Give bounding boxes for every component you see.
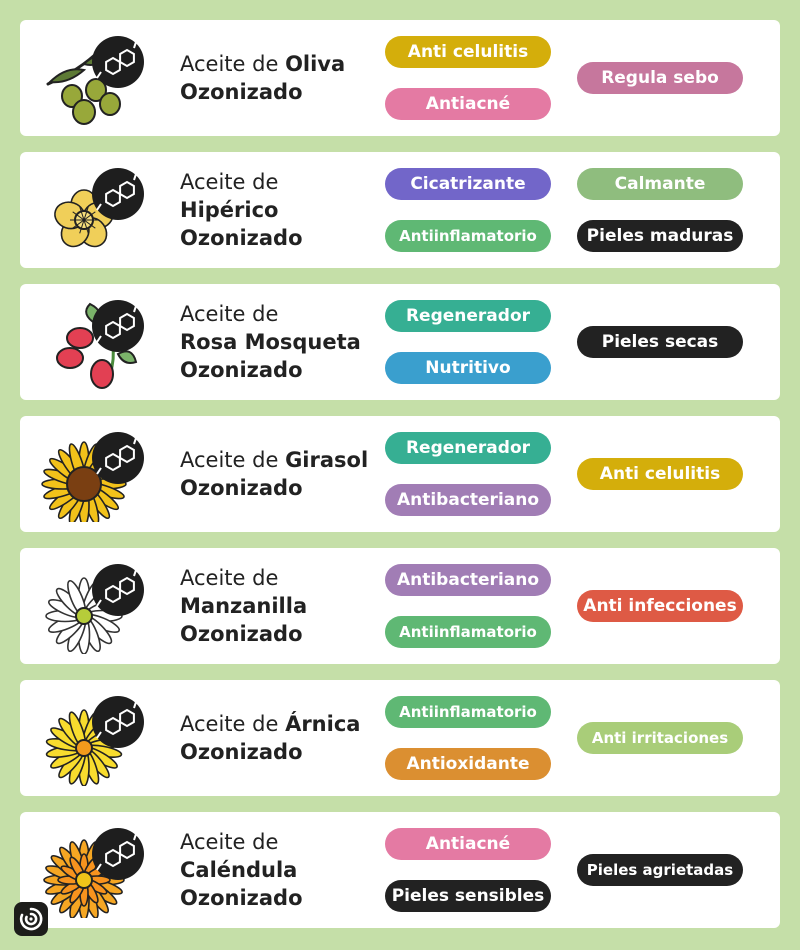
benefit-tag: Regenerador: [385, 432, 551, 464]
oil-name: Ozonizado: [180, 886, 303, 910]
calendula-flower-icon: [40, 822, 150, 918]
chamomile-icon: [40, 558, 150, 654]
benefit-tag: Antiacné: [385, 828, 551, 860]
oil-title-line: [180, 356, 380, 384]
oil-title-line: [180, 884, 380, 912]
oil-title: [180, 548, 380, 664]
oil-card-hiperico: [20, 152, 780, 268]
oil-title-prefix: Aceite de: [180, 566, 279, 590]
oil-title-prefix: Aceite de: [180, 448, 286, 472]
oil-title-line: [180, 196, 380, 224]
oil-title-line: [180, 224, 380, 252]
benefit-tag: Anti infecciones: [577, 590, 743, 622]
benefit-tag: Pieles secas: [577, 326, 743, 358]
oil-title-prefix: Aceite de: [180, 830, 279, 854]
oil-card-manzanilla: [20, 548, 780, 664]
oil-name: Oliva: [285, 52, 346, 76]
oil-title-line: [180, 828, 380, 856]
benefit-tag: Anti celulitis: [385, 36, 551, 68]
oil-name: Caléndula: [180, 858, 298, 882]
oil-title-line: [180, 710, 380, 738]
oil-name: Ozonizado: [180, 622, 303, 646]
arnica-flower-icon: [40, 690, 150, 786]
oil-name: Girasol: [285, 448, 369, 472]
benefit-tag: Pieles agrietadas: [577, 854, 743, 886]
oil-name: Rosa Mosqueta: [180, 330, 361, 354]
benefit-tag: Regula sebo: [577, 62, 743, 94]
benefit-tag: Pieles sensibles: [385, 880, 551, 912]
oil-title-line: [180, 50, 380, 78]
oil-name: Ozonizado: [180, 740, 303, 764]
oil-title: [180, 416, 380, 532]
st-johns-wort-flower-icon: [40, 162, 150, 258]
oil-name: Ozonizado: [180, 80, 303, 104]
benefit-tag: Antiinflamatorio: [385, 616, 551, 648]
oil-name: Árnica: [285, 712, 361, 736]
oil-title-line: [180, 738, 380, 766]
oil-title-line: [180, 328, 380, 356]
benefit-tag: Nutritivo: [385, 352, 551, 384]
oil-title: [180, 284, 380, 400]
oil-card-girasol: [20, 416, 780, 532]
oil-card-rosa-mosqueta: [20, 284, 780, 400]
oil-title: [180, 680, 380, 796]
benefit-tag: Anti celulitis: [577, 458, 743, 490]
benefit-tag: Regenerador: [385, 300, 551, 332]
oil-title-line: [180, 446, 380, 474]
benefit-tag: Antioxidante: [385, 748, 551, 780]
benefit-tag: Antibacteriano: [385, 484, 551, 516]
oil-title: [180, 152, 380, 268]
benefit-tag: Calmante: [577, 168, 743, 200]
rosehip-icon: [40, 294, 150, 390]
benefit-tag: Antibacteriano: [385, 564, 551, 596]
oil-title-line: [180, 592, 380, 620]
oil-title-line: [180, 856, 380, 884]
benefit-tag: Antiinflamatorio: [385, 220, 551, 252]
oil-title-prefix: Aceite de: [180, 302, 279, 326]
benefit-tag: Antiinflamatorio: [385, 696, 551, 728]
oil-title-line: [180, 168, 380, 196]
oil-card-calendula: [20, 812, 780, 928]
oil-name: Hipérico: [180, 198, 279, 222]
oil-title-line: [180, 300, 380, 328]
oil-title-line: [180, 620, 380, 648]
oil-title-prefix: Aceite de: [180, 712, 286, 736]
oil-card-arnica: [20, 680, 780, 796]
oil-name: Ozonizado: [180, 476, 303, 500]
brand-logo-icon: [14, 902, 48, 936]
oil-title-prefix: Aceite de: [180, 170, 279, 194]
oil-title-line: [180, 474, 380, 502]
benefit-tag: Pieles maduras: [577, 220, 743, 252]
oil-name: Ozonizado: [180, 226, 303, 250]
benefit-tag: Cicatrizante: [385, 168, 551, 200]
olive-icon: [40, 30, 150, 126]
oil-title: [180, 20, 380, 136]
benefit-tag: Anti irritaciones: [577, 722, 743, 754]
oil-card-oliva: [20, 20, 780, 136]
oil-title-prefix: Aceite de: [180, 52, 286, 76]
oil-title-line: [180, 564, 380, 592]
oil-title-line: [180, 78, 380, 106]
oil-title: [180, 812, 380, 928]
oil-name: Ozonizado: [180, 358, 303, 382]
benefit-tag: Antiacné: [385, 88, 551, 120]
oil-name: Manzanilla: [180, 594, 308, 618]
sunflower-icon: [40, 426, 150, 522]
